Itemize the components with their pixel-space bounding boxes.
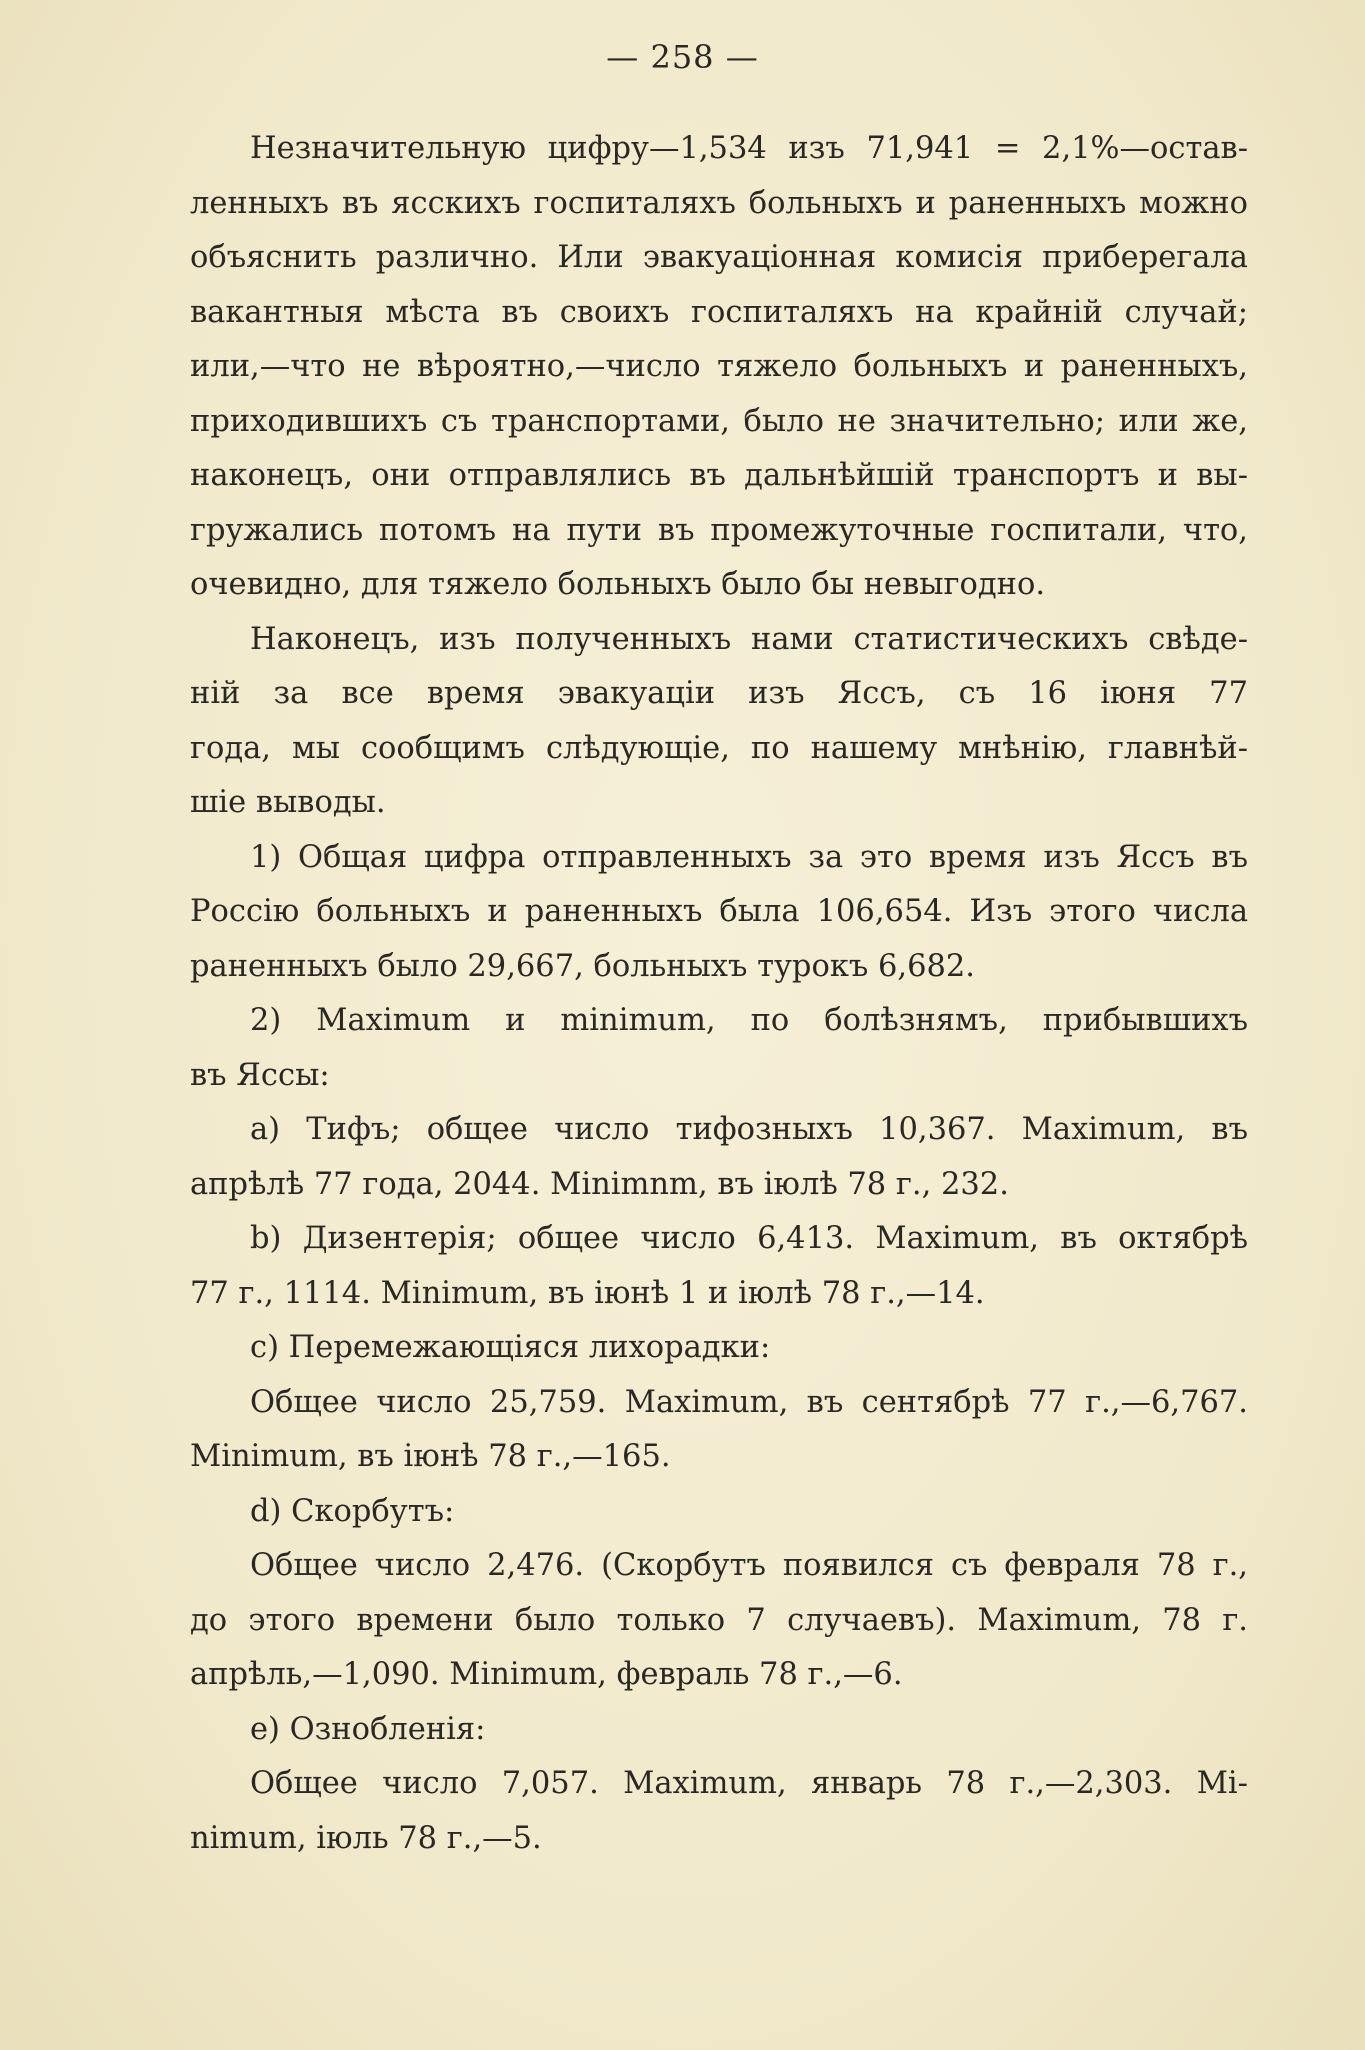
text-line: 1) Общая цифра отправленныхъ за это время изъ Яссъ въ: [250, 839, 1248, 875]
text-line: 77 г., 1114. Minimum, въ іюнѣ 1 и іюлѣ 78 г.,—14.: [190, 1275, 985, 1311]
text-line: апрѣль,—1,090. Minimum, февраль 78 г.,—6.: [190, 1657, 903, 1692]
page-number: — 258 —: [606, 38, 759, 76]
text-line: шіе выводы.: [190, 785, 386, 820]
text-line: nimum, іюль 78 г.,—5.: [190, 1820, 542, 1856]
text-line: гружались потомъ на пути въ промежуточные госпитали, что,: [190, 512, 1248, 548]
paragraph: [190, 1703, 1248, 1758]
body-text: [190, 122, 1248, 1866]
text-line: въ Яссы:: [190, 1057, 330, 1093]
text-line: b) Дизентерія; общее число 6,413. Maximum, въ октябрѣ: [250, 1221, 1248, 1256]
text-line: 2) Maximum и minimum, по болѣзнямъ, прибывшихъ: [250, 1003, 1248, 1038]
text-line: Наконецъ, изъ полученныхъ нами статистическихъ свѣде-: [250, 621, 1248, 657]
paragraph: [190, 1485, 1248, 1540]
text-line: приходившихъ съ транспортами, было не значительно; или же,: [190, 403, 1248, 439]
paragraph: [190, 1376, 1248, 1485]
text-line: Незначительную цифру—1,534 изъ 71,941 = 2,1%—остав-: [250, 131, 1248, 166]
text-line: ленныхъ въ ясскихъ госпиталяхъ больныхъ и раненныхъ можно: [190, 185, 1248, 221]
text-line: апрѣлѣ 77 года, 2044. Minimnm, въ іюлѣ 78 г., 232.: [190, 1166, 1009, 1202]
text-line: Общее число 7,057. Maximum, январь 78 г.,—2,303. Mi-: [250, 1766, 1248, 1801]
text-line: или,—что не вѣроятно,—число тяжело больныхъ и раненныхъ,: [190, 349, 1248, 384]
paragraph: [190, 994, 1248, 1103]
text-line: e) Ознобленія:: [250, 1711, 486, 1747]
text-line: Общее число 2,476. (Скорбутъ появился съ февраля 78 г.,: [250, 1548, 1248, 1583]
text-line: a) Тифъ; общее число тифозныхъ 10,367. Maximum, въ: [250, 1112, 1248, 1147]
paragraph: [190, 1103, 1248, 1212]
paragraph: [190, 1212, 1248, 1321]
text-line: Minimum, въ іюнѣ 78 г.,—165.: [190, 1439, 671, 1474]
paragraph: [190, 1539, 1248, 1703]
text-line: года, мы сообщимъ слѣдующіе, по нашему мнѣнію, главнѣй-: [190, 730, 1248, 766]
paragraph: [190, 831, 1248, 995]
text-line: Общее число 25,759. Maximum, въ сентябрѣ 77 г.,—6,767.: [250, 1384, 1248, 1420]
paragraph: [190, 122, 1248, 613]
text-line: Россію больныхъ и раненныхъ была 106,654. Изъ этого числа: [190, 894, 1248, 929]
paragraph: [190, 1757, 1248, 1866]
paragraph: [190, 613, 1248, 831]
text-line: очевидно, для тяжело больныхъ было бы невыгодно.: [190, 567, 1046, 602]
text-line: вакантныя мѣста въ своихъ госпиталяхъ на крайній случай;: [190, 294, 1248, 330]
text-line: c) Перемежающіяся лихорадки:: [250, 1330, 771, 1365]
text-line: до этого времени было только 7 случаевъ). Maximum, 78 г.: [190, 1602, 1248, 1638]
text-line: объяснить различно. Или эвакуаціонная комисія приберегала: [190, 240, 1248, 275]
text-line: наконецъ, они отправлялись въ дальнѣйшій транспортъ и вы-: [190, 458, 1248, 493]
paragraph: [190, 1321, 1248, 1376]
text-line: ній за все время эвакуаціи изъ Яссъ, съ 16 іюня 77: [190, 676, 1248, 711]
text-line: раненныхъ было 29,667, больныхъ турокъ 6,682.: [190, 948, 975, 984]
text-line: d) Скорбутъ:: [250, 1493, 455, 1529]
